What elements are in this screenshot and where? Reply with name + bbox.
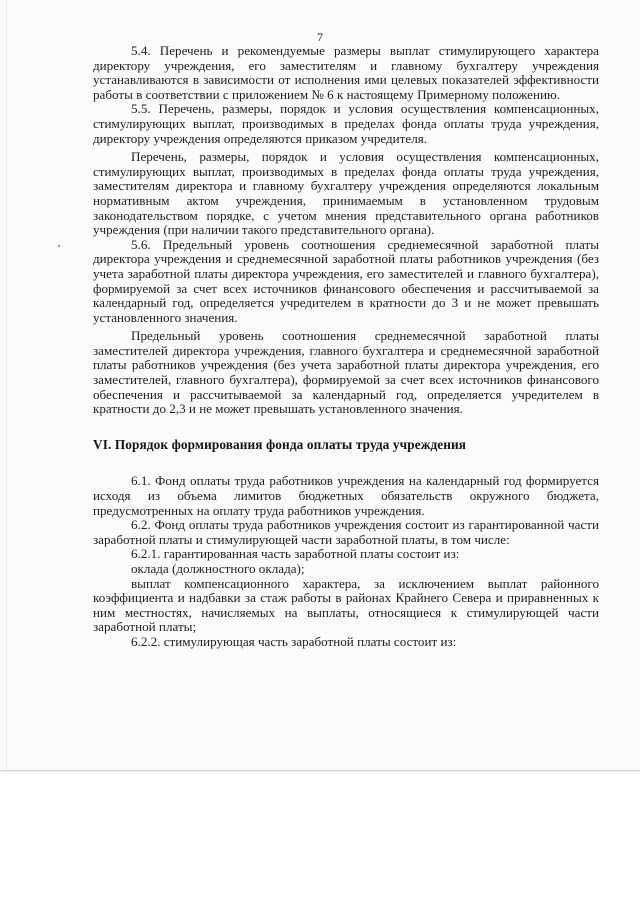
scan-speck (58, 245, 60, 247)
list-item-compensation: выплат компенсационного характера, за исключением выплат районного коэффициента и надбавки за стаж работы в районах Крайнего Севера и приравненных к ним местностях, начисляемых на выплаты, относящиеся к стимулирующей части заработной платы; (93, 575, 599, 635)
scan-edge-shadow (6, 0, 7, 770)
paragraph-5-5: 5.5. Перечень, размеры, порядок и условия осуществления компенсационных, стимулирующих выплат, производимых в пределах фонда оплаты труда учреждения, директору учреждения определяются приказом учредителя. (93, 101, 599, 146)
paragraph-6-2-2: 6.2.2. стимулирующая часть заработной платы состоит из: (131, 633, 457, 649)
paragraph-6-1: 6.1. Фонд оплаты труда работников учреждения на календарный год формируется исходя из объема лимитов бюджетных обязательств окружного бюджета, предусмотренных на оплату труда работников учреждения. (93, 473, 599, 518)
paragraph-6-2: 6.2. Фонд оплаты труда работников учреждения состоит из гарантированной части заработной платы и стимулирующей части заработной платы, в том числе: (93, 517, 599, 547)
document-body (93, 44, 599, 650)
paragraph-6-2-1: 6.2.1. гарантированная часть заработной платы состоит из: (131, 546, 460, 562)
paragraph-5-6: 5.6. Предельный уровень соотношения среднемесячной заработной платы директора учреждения и среднемесячной заработной платы работников учреждения (без учета заработной платы директора учреждения, его заместителей и главного бухгалтера), формируемой за счет всех источников финансового обеспечения и рассчитываемой за календарный год, определяется учредителем в кратности до 3 и не может превышать установленного значения. (93, 236, 599, 325)
list-item-salary: оклада (должностного оклада); (131, 561, 305, 576)
paragraph-5-5-continued: Перечень, размеры, порядок и условия осуществления компенсационных, стимулирующих выплат, производимых в пределах фонда оплаты труда учреждения, заместителям директора и главному бухгалтеру учреждения определяются локальным нормативным актом учреждения, принимаемым в установленном трудовым законодательством порядке, с учетом мнения представительного органа работников учреждения (при наличии такого представительного органа). (93, 149, 599, 238)
paragraph-5-6-continued: Предельный уровень соотношения среднемесячной заработной платы заместителей директора учреждения, главного бухгалтера и среднемесячной заработной платы работников учреждения (без учета заработной платы директора учреждения, его заместителей, главного бухгалтера), формируемой за счет всех источников финансового обеспечения и рассчитываемой за календарный год, определяется учредителем в кратности до 2,3 и не может превышать установленного значения. (93, 328, 599, 417)
page-number: 7 (317, 30, 323, 44)
paragraph-5-4: 5.4. Перечень и рекомендуемые размеры выплат стимулирующего характера директору учреждения, его заместителям и главному бухгалтеру учреждения устанавливаются в зависимости от исполнения ими целевых показателей эффективности работы в соответствии с приложением № 6 к настоящему Примерному положению. (93, 43, 599, 102)
section-heading: VI. Порядок формирования фонда оплаты труда учреждения (93, 436, 467, 452)
